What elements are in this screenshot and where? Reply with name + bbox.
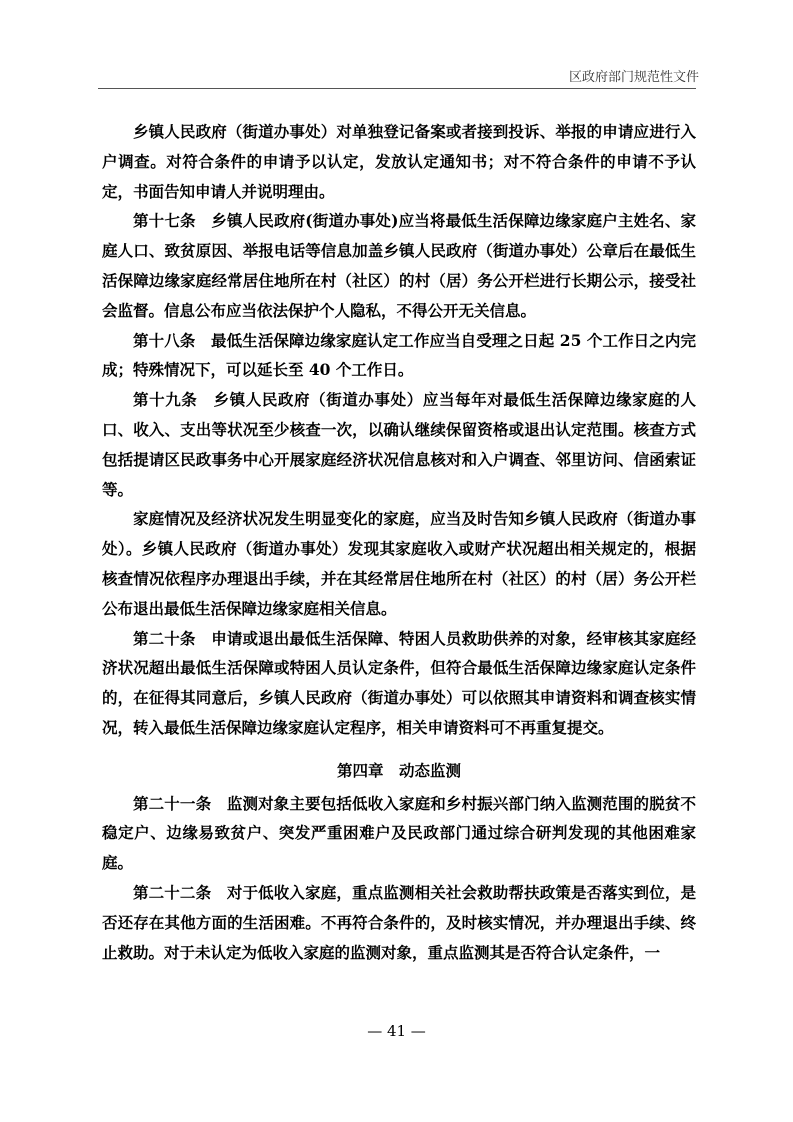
paragraph: 乡镇人民政府（街道办事处）对单独登记备案或者接到投诉、举报的申请应进行入户调查。对符合条件的申请予以认定，发放认定通知书；对不符合条件的申请不予认定，书面告知申请人并说明理由。 xyxy=(102,122,696,201)
article-19: 第十九条 乡镇人民政府（街道办事处）应当每年对最低生活保障边缘家庭的人口、收入、支出等状况至少核查一次，以确认继续保留资格或退出认定范围。核查方式包括提请区民政事务中心开展家庭经济状况信息核对和入户调查、邻里访问、信函索证等。 xyxy=(102,390,696,499)
page-number: — 41 — xyxy=(367,1022,426,1040)
article-22: 第二十二条 对于低收入家庭，重点监测相关社会救助帮扶政策是否落实到位，是否还存在其他方面的生活困难。不再符合条件的，及时核实情况，并办理退出手续、终止救助。对于未认定为低收入家庭的监测对象，重点监测其是否符合认定条件，一 xyxy=(102,882,696,962)
article-21: 第二十一条 监测对象主要包括低收入家庭和乡村振兴部门纳入监测范围的脱贫不稳定户、边缘易致贫户、突发严重困难户及民政部门通过综合研判发现的其他困难家庭。 xyxy=(102,793,696,873)
header-divider xyxy=(98,88,696,89)
chapter-title: 第四章 动态监测 xyxy=(336,761,461,780)
document-body xyxy=(102,117,696,967)
paragraph: 家庭情况及经济状况发生明显变化的家庭，应当及时告知乡镇人民政府（街道办事处）。乡镇人民政府（街道办事处）发现其家庭收入或财产状况超出相关规定的，根据核查情况依程序办理退出手续，并在其经常居住地所在村（社区）的村（居）务公开栏公布退出最低生活保障边缘家庭相关信息。 xyxy=(102,509,696,618)
article-20: 第二十条 申请或退出最低生活保障、特困人员救助供养的对象，经审核其家庭经济状况超出最低生活保障或特困人员认定条件，但符合最低生活保障边缘家庭认定条件的，在征得其同意后，乡镇人民政府（街道办事处）可以依照其申请资料和调查核实情况，转入最低生活保障边缘家庭认定程序，相关申请资料可不再重复提交。 xyxy=(102,628,696,737)
article-18: 第十八条 最低生活保障边缘家庭认定工作应当自受理之日起 25 个工作日之内完成；特殊情况下，可以延长至 40 个工作日。 xyxy=(102,330,696,380)
header-document-type: 区政府部门规范性文件 xyxy=(568,70,699,85)
article-17: 第十七条 乡镇人民政府(街道办事处)应当将最低生活保障边缘家庭户主姓名、家庭人口、致贫原因、举报电话等信息加盖乡镇人民政府（街道办事处）公章后在最低生活保障边缘家庭经常居住地所在村（社区）的村（居）务公开栏进行长期公示，接受社会监督。信息公布应当依法保护个人隐私，不得公开无关信息。 xyxy=(102,211,696,320)
